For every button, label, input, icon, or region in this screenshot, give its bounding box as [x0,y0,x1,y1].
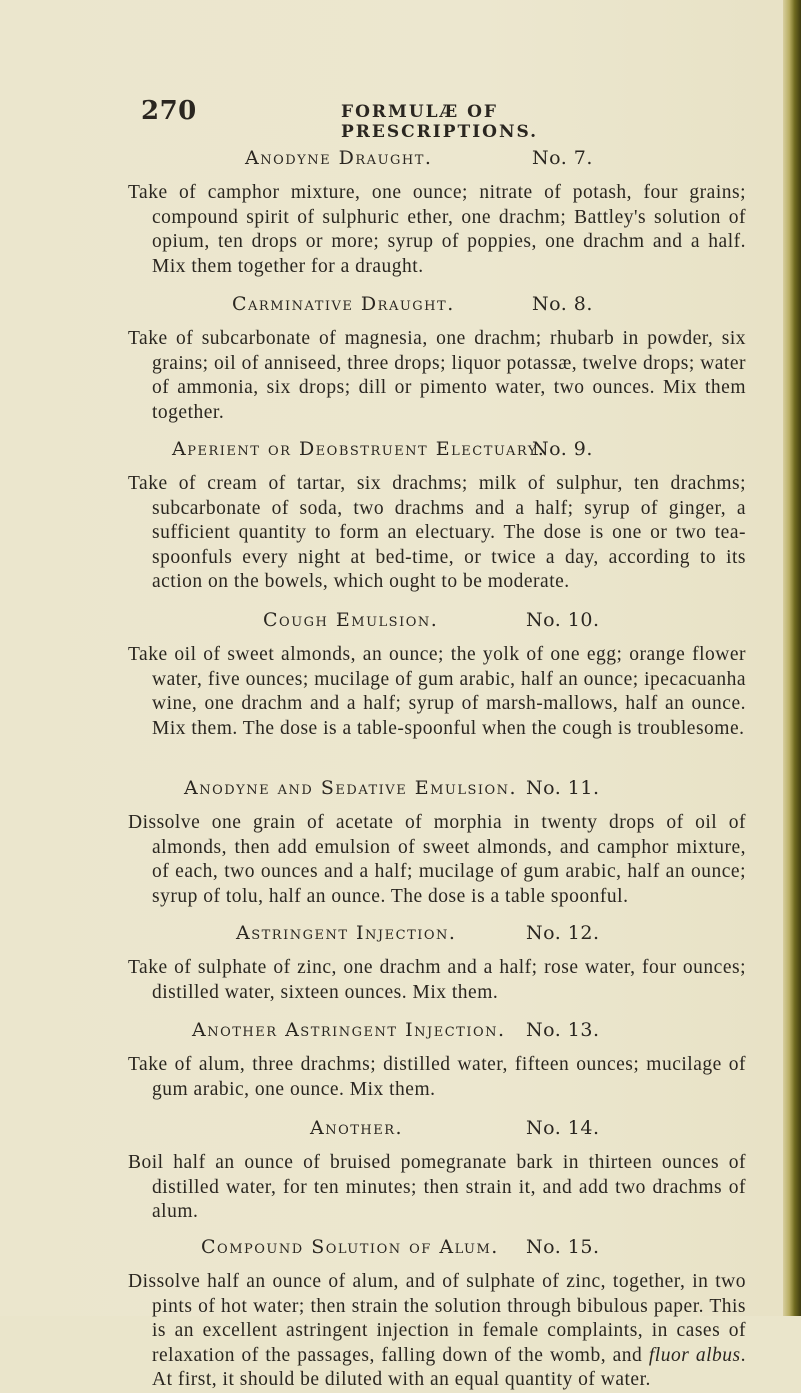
recipe-heading [128,1019,746,1049]
recipe-heading [128,1236,746,1266]
recipe-entry-7 [128,147,746,279]
recipe-number: No. 12. [526,922,600,944]
recipe-title: Anodyne Draught. [245,147,433,169]
recipe-title: Compound Solution of Alum. [201,1236,499,1258]
italic-term: fluor albus [648,1344,741,1366]
recipe-heading [128,777,746,807]
recipe-heading [128,922,746,952]
recipe-title: Anodyne and Sedative Emulsion. [184,777,518,799]
page-number: 270 [141,96,197,126]
recipe-entry-9 [128,438,746,595]
recipe-text: Take of alum, three drachms; distilled water, fifteen ounces; mucilage of gum arabic, one ounce. Mix them. [128,1054,746,1100]
running-head: FORMULÆ OF PRESCRIPTIONS. [341,102,539,142]
recipe-title: Cough Emulsion. [263,609,439,631]
recipe-text: Boil half an ounce of bruised pomegranate bark in thirteen ounces of distilled water, for ten minutes; then strain it, and add two drachms of alum. [128,1152,746,1222]
recipe-number: No. 10. [526,609,600,631]
recipe-number: No. 15. [526,1236,600,1258]
recipe-entry-15 [128,1236,746,1393]
page-header [141,96,681,142]
recipe-number: No. 13. [526,1019,600,1041]
recipe-text: Take oil of sweet almonds, an ounce; the yolk of one egg; orange flower water, five ounces; mucilage of gum arabic, half an ounce; ipecacuanha wine, one drachm and a half; syrup of marsh-mallows, half an ounce. Mix them. The dose is a table-spoonful when the cough is troublesome. [128,644,746,739]
recipe-title: Astringent Injection. [236,922,457,944]
recipe-heading [128,438,746,468]
recipe-text: Take of subcarbonate of magnesia, one drachm; rhubarb in powder, six grains; oil of anniseed, three drops; liquor potassæ, twelve drops; water of ammonia, six drops; dill or pimento water, two ounces. Mix them together. [128,328,746,423]
recipe-text: Dissolve half an ounce of alum, and of sulphate of zinc, together, in two pints of hot water; then strain the solution through bibulous paper. This is an excellent astringent injection in female complaints, in cases of relaxation of the passages, falling down of the womb, and fluor albus. At first, it should be diluted with an equal quantity of water. [128,1271,746,1390]
recipe-heading [128,1117,746,1147]
recipe-heading [128,147,746,177]
recipe-entry-13 [128,1019,746,1102]
recipe-entry-12 [128,922,746,1005]
recipe-entry-10 [128,609,746,741]
recipe-text: Take of camphor mixture, one ounce; nitrate of potash, four grains; compound spirit of sulphuric ether, one drachm; Battley's solution of opium, ten drops or more; syrup of poppies, one drachm and a half. Mix them together for a draught. [128,182,746,277]
recipe-entry-11 [128,777,746,909]
recipe-heading [128,293,746,323]
recipe-number: No. 11. [526,777,600,799]
recipe-entry-8 [128,293,746,425]
recipe-title: Another Astringent Injection. [192,1019,506,1041]
recipe-text: Take of sulphate of zinc, one drachm and a half; rose water, four ounces; distilled water, sixteen ounces. Mix them. [128,957,746,1003]
recipe-title: Aperient or Deobstruent Electuary. [172,438,546,460]
recipe-number: No. 9. [532,438,593,460]
recipe-heading [128,609,746,639]
recipe-text: Take of cream of tartar, six drachms; milk of sulphur, ten drachms; subcarbonate of soda, two drachms and a half; syrup of ginger, a sufficient quantity to form an electuary. The dose is one or two tea-spoonfuls every night at bed-time, or twice a day, according to its action on the bowels, which ought to be moderate. [128,473,746,592]
page-edge-binding [783,0,801,1316]
recipe-number: No. 8. [532,293,593,315]
recipe-entry-14 [128,1117,746,1225]
recipe-text: Dissolve one grain of acetate of morphia in twenty drops of oil of almonds, then add emulsion of sweet almonds, and camphor mixture, of each, two ounces and a half; mucilage of gum arabic, half an ounce; syrup of tolu, half an ounce. The dose is a table spoonful. [128,812,746,907]
recipe-number: No. 7. [532,147,593,169]
recipe-number: No. 14. [526,1117,600,1139]
recipe-title: Carminative Draught. [232,293,455,315]
recipe-title: Another. [310,1117,404,1139]
